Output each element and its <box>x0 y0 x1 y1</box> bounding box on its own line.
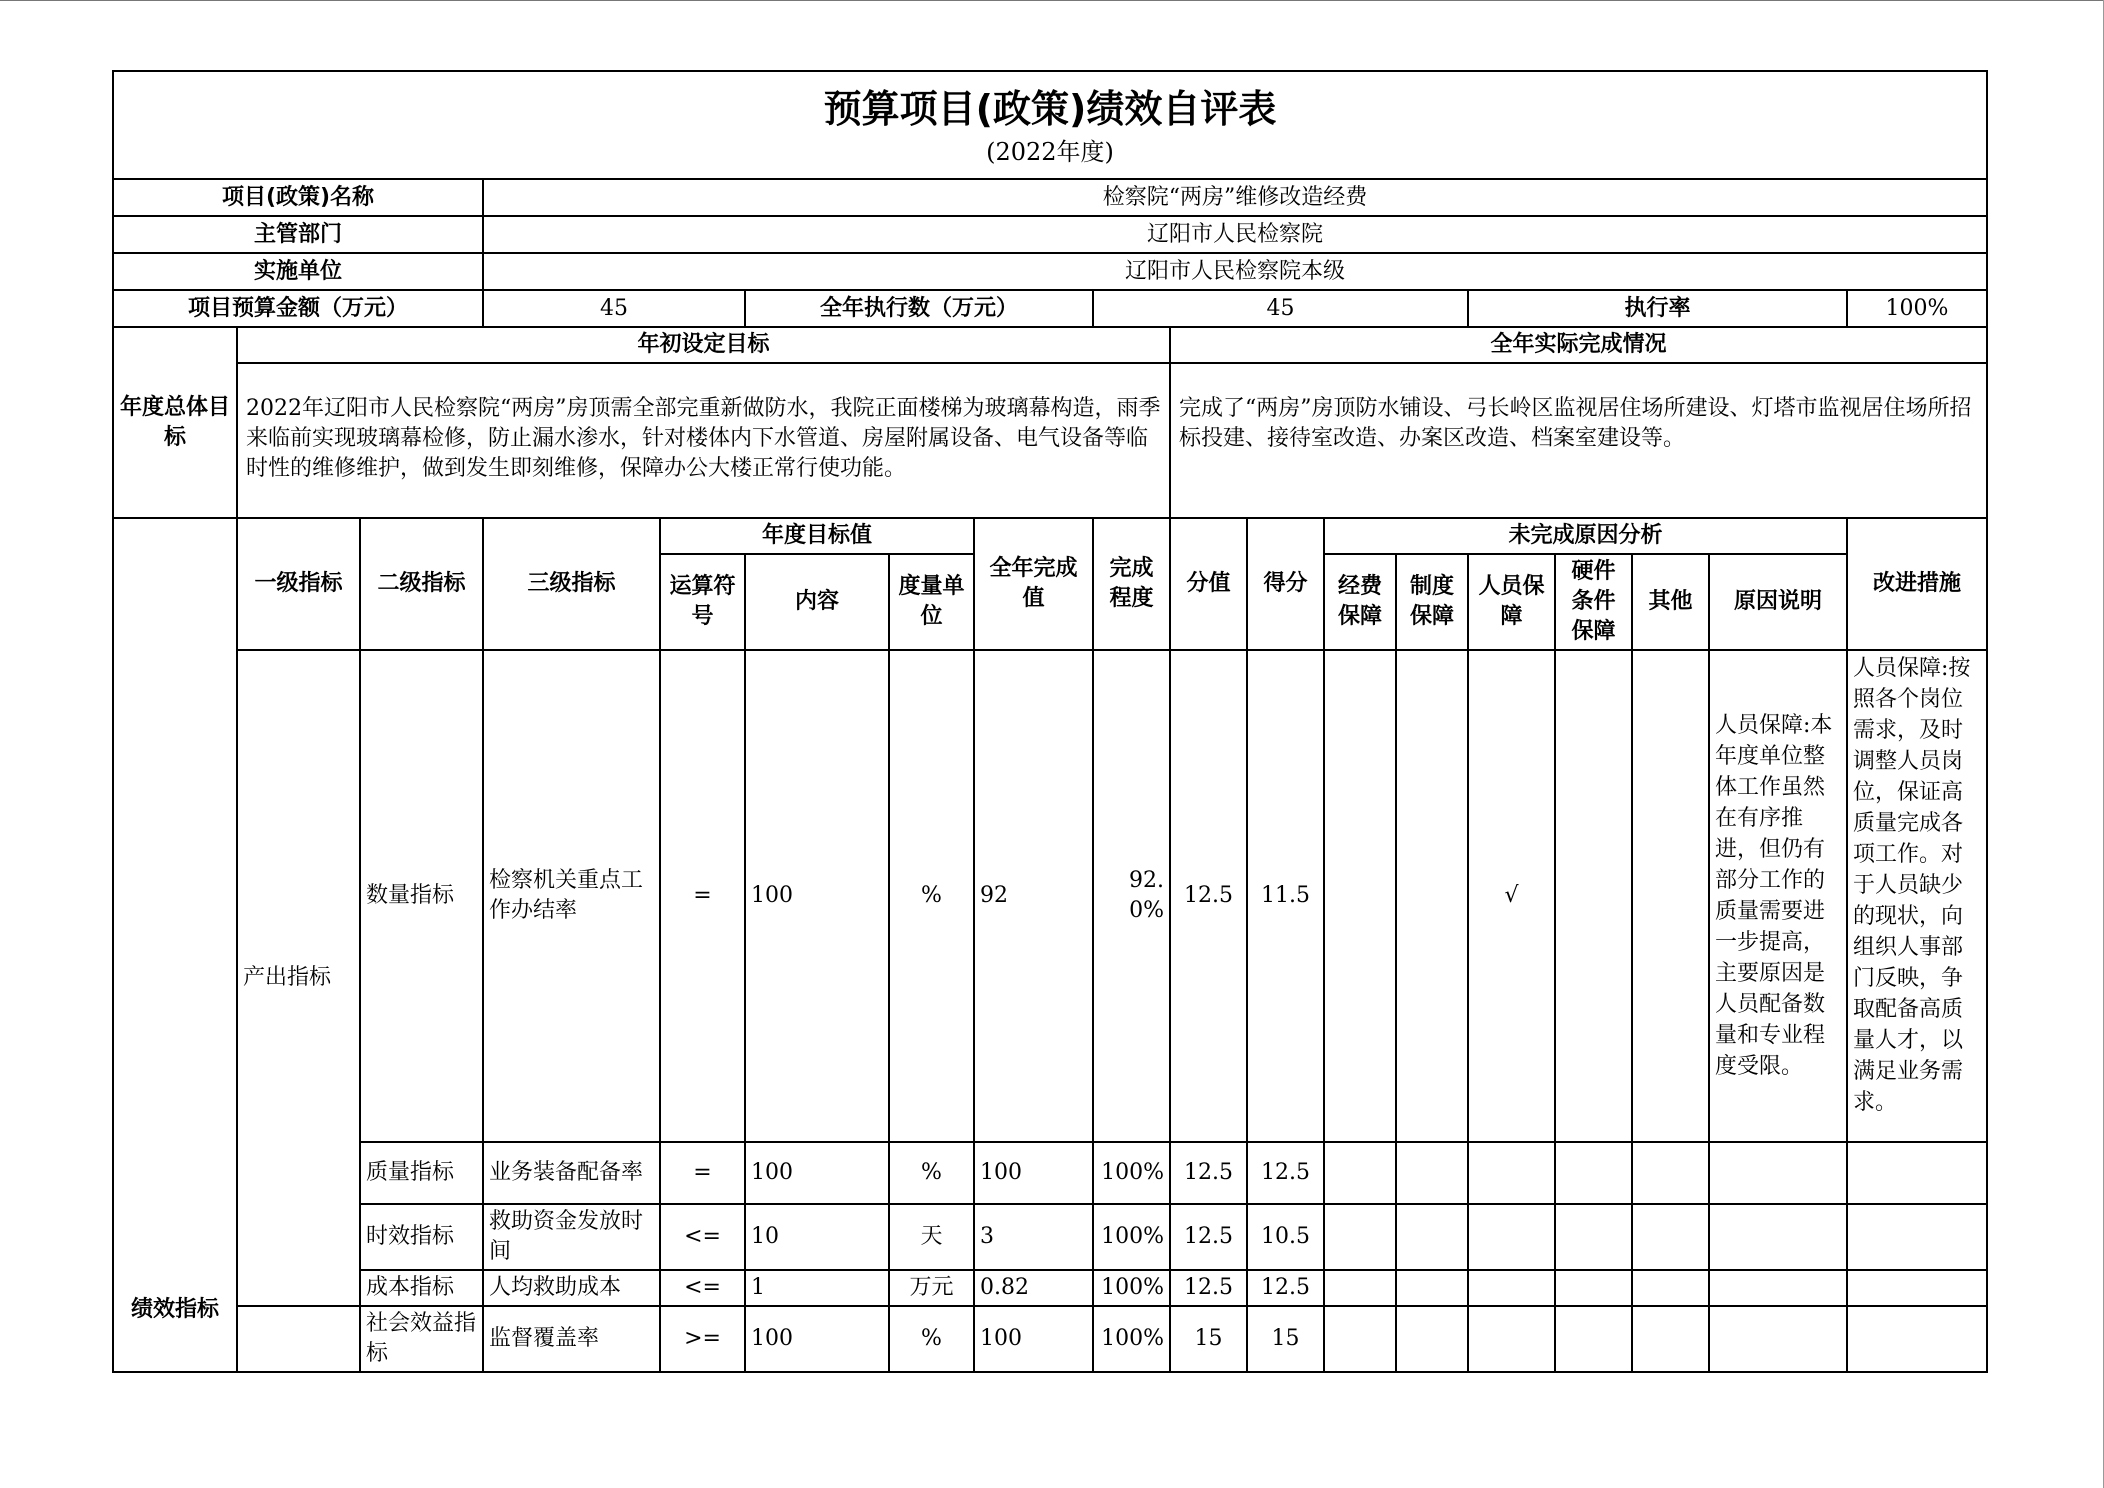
row1-reason: 人员保障:本年度单位整体工作虽然在有序推进，但仍有部分工作的质量需要进一步提高，主要原因是人员配备数量和专业程度受限。 <box>1709 650 1847 1142</box>
header-score: 得分 <box>1247 518 1324 650</box>
row1-operator: = <box>660 650 745 1142</box>
row4-funding <box>1324 1270 1396 1306</box>
header-hardware: 硬件条件保障 <box>1555 554 1632 650</box>
row2-reason <box>1709 1142 1847 1204</box>
row1-funding <box>1324 650 1396 1142</box>
row2-level3: 业务装备配备率 <box>483 1142 660 1204</box>
header-level3: 三级指标 <box>483 518 660 650</box>
row5-operator: >= <box>660 1306 745 1372</box>
row5-hardware <box>1555 1306 1632 1372</box>
page-title: 预算项目(政策)绩效自评表 <box>823 87 1277 131</box>
implementing-unit-label: 实施单位 <box>113 253 483 290</box>
row1-unit: % <box>889 650 974 1142</box>
row4-operator: <= <box>660 1270 745 1306</box>
row3-unit: 天 <box>889 1204 974 1270</box>
header-degree: 完成程度 <box>1093 518 1170 650</box>
row3-funding <box>1324 1204 1396 1270</box>
row3-personnel <box>1468 1204 1555 1270</box>
row3-operator: <= <box>660 1204 745 1270</box>
row3-content: 10 <box>745 1204 889 1270</box>
self-evaluation-table <box>112 70 1988 1373</box>
row3-level3: 救助资金发放时间 <box>483 1204 660 1270</box>
row1-completed: 92 <box>974 650 1093 1142</box>
row3-completed: 3 <box>974 1204 1093 1270</box>
row5-improvement <box>1847 1306 1987 1372</box>
row5-score-value: 15 <box>1170 1306 1247 1372</box>
row2-personnel <box>1468 1142 1555 1204</box>
row2-improvement <box>1847 1142 1987 1204</box>
row4-other <box>1632 1270 1709 1306</box>
initial-goal-header: 年初设定目标 <box>237 327 1170 363</box>
row3-hardware <box>1555 1204 1632 1270</box>
budget-amount-value: 45 <box>483 290 745 327</box>
initial-goal-text: 2022年辽阳市人民检察院“两房”房顶需全部完重新做防水，我院正面楼梯为玻璃幕构造，雨季来临前实现玻璃幕检修，防止漏水渗水，针对楼体内下水管道、房屋附属设备、电气设备等临时性的维修维护，做到发生即刻维修，保障办公大楼正常行使功能。 <box>237 363 1170 518</box>
row5-completed: 100 <box>974 1306 1093 1372</box>
header-operator: 运算符号 <box>660 554 745 650</box>
row4-unit: 万元 <box>889 1270 974 1306</box>
row2-system <box>1396 1142 1468 1204</box>
row4-content: 1 <box>745 1270 889 1306</box>
header-system: 制度保障 <box>1396 554 1468 650</box>
implementing-unit-value: 辽阳市人民检察院本级 <box>483 253 1987 290</box>
row2-content: 100 <box>745 1142 889 1204</box>
row5-personnel <box>1468 1306 1555 1372</box>
department-value: 辽阳市人民检察院 <box>483 216 1987 253</box>
row5-other <box>1632 1306 1709 1372</box>
performance-indicator-label: 绩效指标 <box>113 518 237 1372</box>
row5-funding <box>1324 1306 1396 1372</box>
row4-personnel <box>1468 1270 1555 1306</box>
header-level1: 一级指标 <box>237 518 360 650</box>
row1-score: 11.5 <box>1247 650 1324 1142</box>
row4-score-value: 12.5 <box>1170 1270 1247 1306</box>
row3-system <box>1396 1204 1468 1270</box>
row5-system <box>1396 1306 1468 1372</box>
budget-amount-label: 项目预算金额（万元） <box>113 290 483 327</box>
row1-personnel-check: √ <box>1468 650 1555 1142</box>
row4-level3: 人均救助成本 <box>483 1270 660 1306</box>
row1-degree: 92.0% <box>1093 650 1170 1142</box>
header-funding: 经费保障 <box>1324 554 1396 650</box>
actual-completion-header: 全年实际完成情况 <box>1170 327 1987 363</box>
annual-goal-label: 年度总体目标 <box>113 327 237 518</box>
row5-content: 100 <box>745 1306 889 1372</box>
header-content: 内容 <box>745 554 889 650</box>
row1-score-value: 12.5 <box>1170 650 1247 1142</box>
executed-amount-label: 全年执行数（万元） <box>745 290 1093 327</box>
row2-funding <box>1324 1142 1396 1204</box>
department-label: 主管部门 <box>113 216 483 253</box>
page-subtitle: (2022年度) <box>986 138 1114 166</box>
header-level2: 二级指标 <box>360 518 483 650</box>
row2-score-value: 12.5 <box>1170 1142 1247 1204</box>
row1-improvement: 人员保障:按照各个岗位需求，及时调整人员岗位，保证高质量完成各项工作。对于人员缺少的现状，向组织人事部门反映，争取配备高质量人才，以满足业务需求。 <box>1847 650 1987 1142</box>
row1-content: 100 <box>745 650 889 1142</box>
project-name-label: 项目(政策)名称 <box>113 179 483 216</box>
row2-operator: = <box>660 1142 745 1204</box>
header-unit: 度量单位 <box>889 554 974 650</box>
row1-system <box>1396 650 1468 1142</box>
row5-score: 15 <box>1247 1306 1324 1372</box>
header-annual-target: 年度目标值 <box>660 518 974 554</box>
execution-rate-value: 100% <box>1847 290 1987 327</box>
row3-degree: 100% <box>1093 1204 1170 1270</box>
row5-level2: 社会效益指标 <box>360 1306 483 1372</box>
row4-improvement <box>1847 1270 1987 1306</box>
row2-other <box>1632 1142 1709 1204</box>
project-name-value: 检察院“两房”维修改造经费 <box>483 179 1987 216</box>
row3-score-value: 12.5 <box>1170 1204 1247 1270</box>
row1-level3: 检察机关重点工作办结率 <box>483 650 660 1142</box>
row1-other <box>1632 650 1709 1142</box>
page-top-rule <box>0 0 2104 1</box>
row2-score: 12.5 <box>1247 1142 1324 1204</box>
header-completed: 全年完成值 <box>974 518 1093 650</box>
row3-level2: 时效指标 <box>360 1204 483 1270</box>
row5-degree: 100% <box>1093 1306 1170 1372</box>
row4-level2: 成本指标 <box>360 1270 483 1306</box>
row4-system <box>1396 1270 1468 1306</box>
row3-reason <box>1709 1204 1847 1270</box>
row5-level3: 监督覆盖率 <box>483 1306 660 1372</box>
row5-unit: % <box>889 1306 974 1372</box>
row5-level1-empty <box>237 1306 360 1372</box>
row2-hardware <box>1555 1142 1632 1204</box>
header-reason-analysis: 未完成原因分析 <box>1324 518 1847 554</box>
row5-reason <box>1709 1306 1847 1372</box>
header-personnel: 人员保障 <box>1468 554 1555 650</box>
output-indicator-label: 产出指标 <box>237 650 360 1306</box>
actual-completion-text: 完成了“两房”房顶防水铺设、弓长岭区监视居住场所建设、灯塔市监视居住场所招标投建、接待室改造、办案区改造、档案室建设等。 <box>1170 363 1987 518</box>
row2-degree: 100% <box>1093 1142 1170 1204</box>
table-header <box>113 71 1987 179</box>
row2-unit: % <box>889 1142 974 1204</box>
row4-degree: 100% <box>1093 1270 1170 1306</box>
row2-completed: 100 <box>974 1142 1093 1204</box>
row4-completed: 0.82 <box>974 1270 1093 1306</box>
row3-score: 10.5 <box>1247 1204 1324 1270</box>
header-reason-desc: 原因说明 <box>1709 554 1847 650</box>
row1-hardware <box>1555 650 1632 1142</box>
executed-amount-value: 45 <box>1093 290 1468 327</box>
row2-level2: 质量指标 <box>360 1142 483 1204</box>
row4-hardware <box>1555 1270 1632 1306</box>
header-improvement: 改进措施 <box>1847 518 1987 650</box>
row4-reason <box>1709 1270 1847 1306</box>
header-score-value: 分值 <box>1170 518 1247 650</box>
row3-other <box>1632 1204 1709 1270</box>
row1-level2: 数量指标 <box>360 650 483 1142</box>
row4-score: 12.5 <box>1247 1270 1324 1306</box>
row3-improvement <box>1847 1204 1987 1270</box>
header-other: 其他 <box>1632 554 1709 650</box>
execution-rate-label: 执行率 <box>1468 290 1847 327</box>
